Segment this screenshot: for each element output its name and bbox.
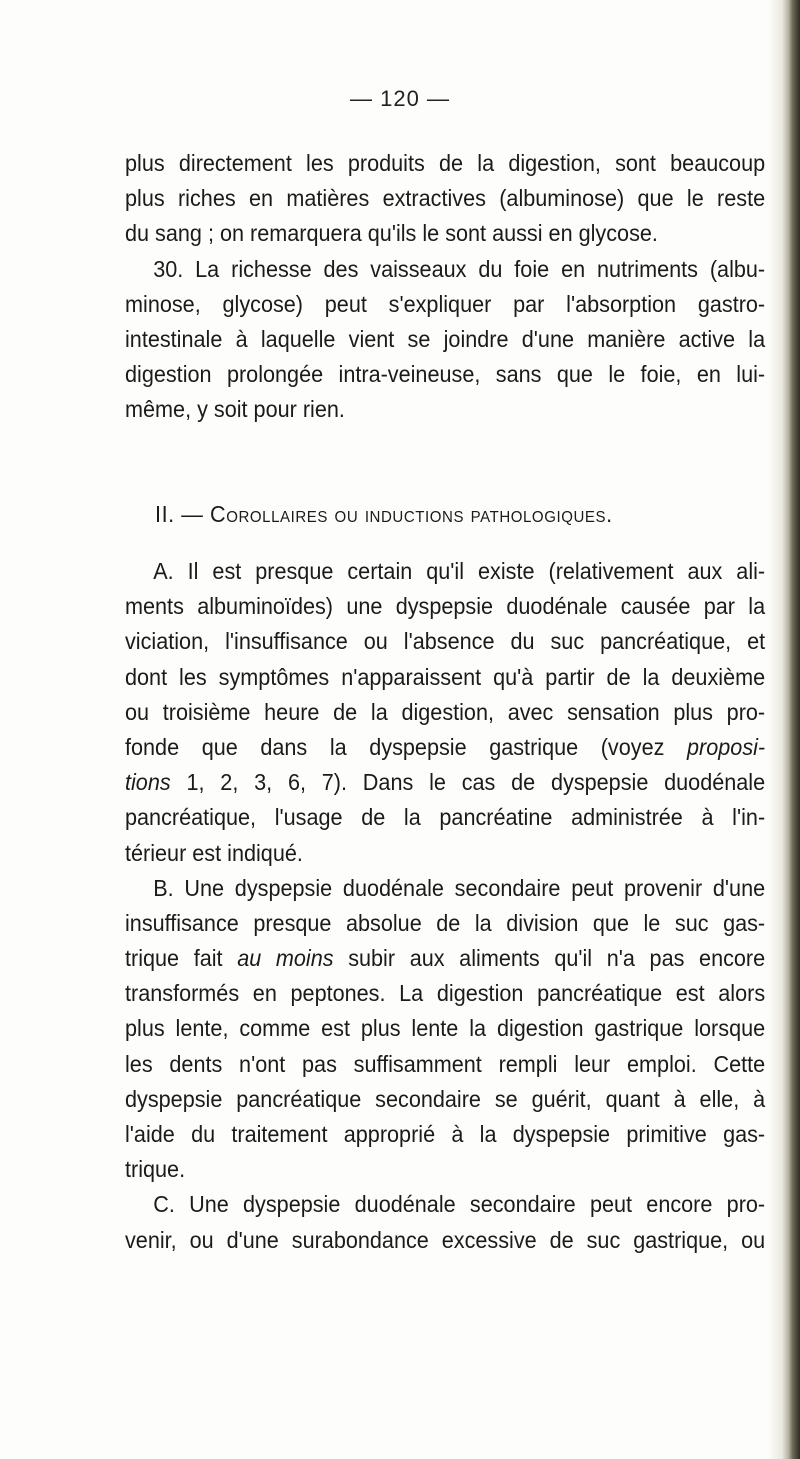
italic-text: tions xyxy=(125,769,171,796)
text-line: l'aide du traitement approprié à la dyspepsie primitive gas- xyxy=(125,1121,766,1147)
text-line: les dents n'ont pas suffisamment rempli leur emploi. Cette xyxy=(125,1050,766,1077)
italic-text: au moins xyxy=(237,945,334,972)
text-line xyxy=(125,765,765,800)
text-line: plus directement les produits de la digestion, sont beaucoup xyxy=(125,150,766,176)
text-block-top xyxy=(125,146,765,428)
text-line: dont les symptômes n'apparaissent qu'à partir de la deuxième xyxy=(125,663,766,690)
text-line: plus riches en matières extractives (albuminose) que le reste xyxy=(125,185,766,212)
text-line: ou troisième heure de la digestion, avec sensation plus pro- xyxy=(125,698,766,725)
text-line: même, y soit pour rien. xyxy=(125,396,345,423)
page-edge xyxy=(782,0,800,1459)
section-title: Corollaires ou inductions pathologiques. xyxy=(210,501,613,527)
text-span: trique fait xyxy=(125,945,238,972)
text-line: dyspepsie pancréatique secondaire se guérit, quant à elle, à xyxy=(125,1085,766,1112)
text-line: viciation, l'insuffisance ou l'absence du suc pancréatique, et xyxy=(125,628,766,655)
text-line: venir, ou d'une surabondance excessive de suc gastrique, ou xyxy=(125,1226,766,1253)
section-heading xyxy=(155,494,613,534)
text-line: A. Il est presque certain qu'il existe (relativement aux ali- xyxy=(153,558,766,584)
text-line: digestion prolongée intra-veineuse, sans que le foie, en lui- xyxy=(125,361,766,388)
page-number: — 120 — xyxy=(350,86,450,111)
text-span: fonde que dans la dyspepsie gastrique (voyez xyxy=(125,733,688,760)
text-line: B. Une dyspepsie duodénale secondaire peut provenir d'une xyxy=(153,874,766,901)
text-line: plus lente, comme est plus lente la digestion gastrique lorsque xyxy=(125,1015,766,1042)
text-span: 1, 2, 3, 6, 7). Dans le cas de dyspepsie duodénale xyxy=(170,769,766,796)
italic-text: proposi- xyxy=(687,733,766,760)
text-line xyxy=(125,941,765,976)
text-block-main xyxy=(125,554,765,1258)
page-edge-shadow xyxy=(768,0,782,1459)
text-line: ments albuminoïdes) une dyspepsie duodénale causée par la xyxy=(125,593,766,620)
text-line: insuffisance presque absolue de la division que le suc gas- xyxy=(125,909,766,936)
text-line: minose, glycose) peut s'expliquer par l'absorption gastro- xyxy=(125,290,766,317)
text-line: trique. xyxy=(125,1156,186,1183)
text-line: du sang ; on remarquera qu'ils le sont aussi en glycose. xyxy=(125,220,658,247)
text-line: intestinale à laquelle vient se joindre d'une manière active la xyxy=(125,325,766,352)
text-line: 30. La richesse des vaisseaux du foie en nutriments (albu- xyxy=(153,255,766,282)
text-line xyxy=(125,730,765,765)
text-span: subir aux aliments qu'il n'a pas encore xyxy=(333,945,766,972)
text-line: pancréatique, l'usage de la pancréatine administrée à l'in- xyxy=(125,804,766,831)
text-line: transformés en peptones. La digestion pancréatique est alors xyxy=(125,980,766,1007)
section-number: II. — xyxy=(155,501,204,527)
text-line: térieur est indiqué. xyxy=(125,839,303,866)
text-line: C. Une dyspepsie duodénale secondaire peut encore pro- xyxy=(153,1191,766,1218)
